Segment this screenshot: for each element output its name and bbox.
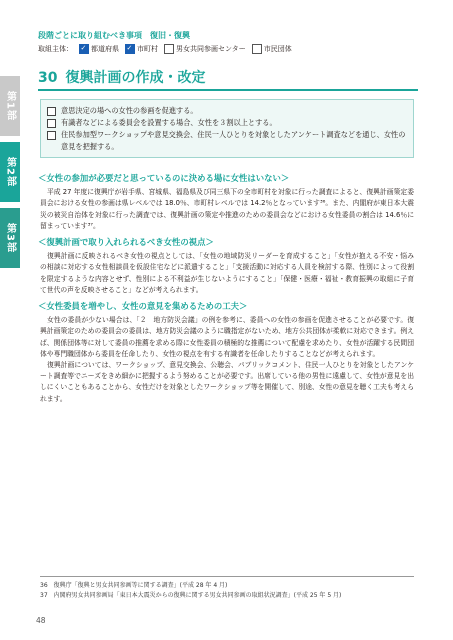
header-title bbox=[38, 30, 418, 41]
body-paragraph: 平成 27 年度に復興庁が岩手県、宮城県、福島県及び同三県下の全市町村を対象に行った調査によると、復興計画策定委員会における女性の参画は県レベルでは 18.0％、市町村レベルでは 14.2％となっています³⁶。また、内閣府が東日本大震災の被災自治体を対象に行った調査では、復興計画の策定や推進のための委員会などにおける女性委員の割合は 14.6％に留まっています³⁷。 bbox=[40, 188, 414, 230]
page-number: 48 bbox=[36, 616, 46, 625]
subsection-heading: ＜女性の参加が必要だと思っているのに決める場に女性はいない＞ bbox=[38, 173, 290, 183]
header-title-stage: 段階ごとに取り組むべき事項 bbox=[38, 31, 142, 40]
footnote: 37 内閣府男女共同参画局「東日本大震災からの復興に関する男女共同参画の取組状況調査」(平成 25 年 5 月) bbox=[40, 592, 342, 599]
key-points-box bbox=[40, 99, 414, 158]
body-paragraph: 女性の委員が少ない場合は、「２ 地方防災会議」の例を参考に、委員への女性の参画を促進させることが必要です。復興計画策定のための委員会の委員は、地方防災会議のように職指定がないため、地方公共団体が柔軟に対応できます。例えば、関係団体等に対して委員の推薦を求める際に女性委員の積極的な推薦について配慮を求めたり、女性が活躍する民間団体や専門職団体から委員を任命したり、女性の視点を有する有識者を任命したりすることなどが考えられます。 bbox=[40, 316, 414, 358]
body-paragraph: 復興計画に反映されるべき女性の視点としては、「女性の地域防災リーダーを育成すること」「女性が抱える不安・悩みの相談に対応する女性相談員を仮設住宅などに派遣すること」「支援活動に対応する人員を検討する際、性別によって役割を限定するような内容とせず、性別による不利益が生じないようにすること」「保健・医療・福祉・教育振興の取組に子育て世代の声を反映させること」などが考えられます。 bbox=[40, 252, 414, 294]
part-tab-2: 第2部 bbox=[0, 142, 20, 202]
section-title bbox=[38, 67, 418, 91]
subsection-heading: ＜女性委員を増やし、女性の意見を集めるための工夫＞ bbox=[38, 301, 248, 312]
part-tab-3: 第3部 bbox=[0, 208, 20, 268]
key-point: 住民参加型ワークショップや意見交換会、住民一人ひとりを対象としたアンケート調査などを通じ、女性の意見を把握する。 bbox=[47, 129, 407, 153]
header-title-phase: 復旧・復興 bbox=[150, 31, 190, 40]
actor-prefecture: ✓ 都道府県 bbox=[79, 44, 119, 54]
actor-municipality: ✓ 市町村 bbox=[125, 44, 158, 54]
unchecked-box-icon bbox=[164, 44, 174, 54]
actor-gender-center: 男女共同参画センター bbox=[164, 44, 246, 54]
body-paragraph: 復興計画については、ワークショップ、意見交換会、公聴会、パブリックコメント、住民一人ひとりを対象としたアンケート調査等でニーズをきめ細かに把握するよう努めることが必要です。出席している他の男性に遠慮して、女性が意見を出しにくいこともあることから、女性だけを対象としたワークショップ等を開催して、別途、女性の意見を聴く工夫も考えられます。 bbox=[40, 361, 414, 403]
section-number: 30 bbox=[38, 70, 58, 86]
page-header bbox=[38, 30, 418, 54]
actors-row bbox=[38, 44, 418, 54]
section-title-text: 復興計画の作成・改定 bbox=[65, 70, 206, 86]
footnote: 36 復興庁「復興と男女共同参画等に関する調査」(平成 28 年 4 月) bbox=[40, 582, 228, 589]
part-tab-1: 第1部 bbox=[0, 76, 20, 136]
body-content bbox=[40, 168, 414, 405]
square-bullet-icon bbox=[47, 131, 56, 140]
square-bullet-icon bbox=[47, 119, 56, 128]
square-bullet-icon bbox=[47, 107, 56, 116]
unchecked-box-icon bbox=[252, 44, 262, 54]
checked-box-icon bbox=[79, 44, 89, 54]
part-tabs bbox=[0, 76, 20, 274]
actors-label: 取組主体： bbox=[38, 45, 73, 53]
key-point: 有識者などによる委員会を設置する場合、女性を３割以上とする。 bbox=[47, 117, 407, 129]
actor-civic-group: 市民団体 bbox=[252, 44, 292, 54]
checked-box-icon bbox=[125, 44, 135, 54]
key-point: 意思決定の場への女性の参画を促進する。 bbox=[47, 105, 407, 117]
subsection-heading: ＜復興計画で取り入れられるべき女性の視点＞ bbox=[38, 237, 214, 248]
footnotes bbox=[40, 576, 414, 601]
